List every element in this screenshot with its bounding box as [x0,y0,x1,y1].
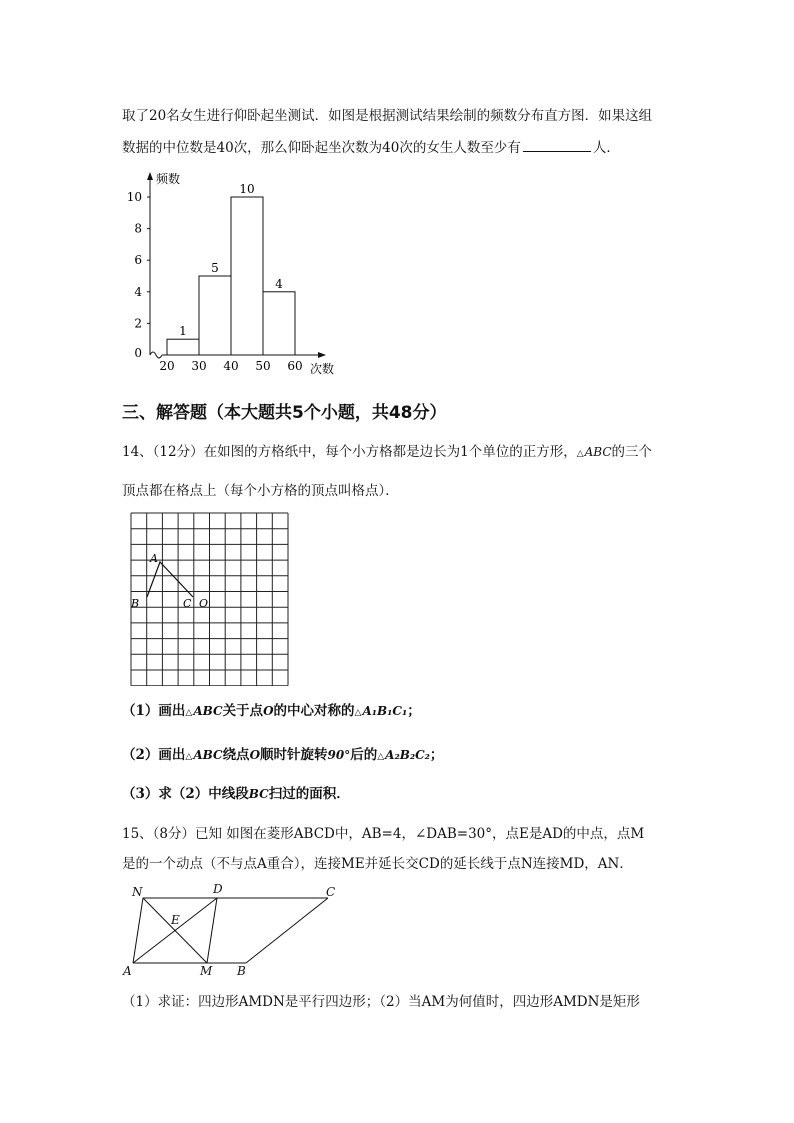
bar-value-label: 5 [211,261,219,275]
q14-line2: 顶点都在格点上（每个小方格的顶点叫格点）． [122,483,399,499]
q14-part2: （2）画出△ABC绕点O顺时针旋转90°后的△A₂B₂C₂； [122,747,444,763]
grid-label-c: C [183,597,192,610]
q14-part3: （3）求（2）中线段BC扫过的面积． [122,786,350,802]
bar-value-label: 4 [275,276,283,291]
line-dm [207,898,217,963]
y-tick-label-4: 4 [134,284,142,299]
x-tick-label-30: 30 [191,359,207,373]
line-an [133,898,143,963]
x-tick-label-50: 50 [255,359,271,373]
y-tick-label-0: 0 [134,346,142,360]
y-tick-label-2: 2 [134,316,142,331]
line-bc [246,898,328,963]
histogram-bar [231,197,263,355]
q14-line1: 14、（12分）在如图的方格纸中，每个小方格都是边长为1个单位的正方形，△ABC的三个 [122,444,653,460]
label-a: A [123,964,132,978]
q15-line3: （1）求证：四边形AMDN是平行四边形；（2）当AM为何值时，四边形AMDN是矩形 [122,994,640,1010]
grid-label-b: B [131,597,140,610]
label-n: N [132,885,143,899]
label-e: E [171,913,180,927]
q15-line2: 是的一个动点（不与点A重合），连接ME并延长交CD的延长线于点N连接MD，AN． [122,856,633,872]
grid-figure [128,510,294,686]
grid-lines [131,513,288,686]
rhombus-figure [118,880,348,980]
y-tick-label-10: 10 [126,190,142,204]
y-tick-label-6: 6 [134,253,142,268]
x-tick-label-20: 20 [159,359,175,373]
label-b: B [237,964,246,978]
triangle-abc: △ABC [576,445,612,459]
bar-value-label: 10 [239,182,255,196]
q15-line1: 15、（8分）已知 如图在菱形ABCD中，AB=4，∠DAB=30°，点E是AD的中点，点M [122,826,645,842]
section-heading: 三、解答题（本大题共5个小题，共48分） [122,403,447,423]
line-nm [143,898,207,963]
x-axis-label: 次数 [310,362,335,376]
x-axis-arrow [318,352,326,358]
y-tick-label-8: 8 [134,221,142,236]
bar-value-label: 1 [179,324,187,339]
histogram-bar [199,276,231,355]
y-axis-label: 频数 [156,172,181,186]
q13-line2: 数据的中位数是40次，那么仰卧起坐次数为40次的女生人数至少有 人． [122,140,620,156]
x-tick-label-60: 60 [287,359,303,373]
q13-line1: 取了20名女生进行仰卧起坐测试．如图是根据测试结果绘制的频数分布直方图．如果这组 [122,108,653,124]
histogram-bar [263,292,295,355]
grid-label-o: O [199,597,209,610]
histogram-bar [167,339,199,355]
x-axis-break [150,352,162,358]
answer-blank[interactable] [523,139,591,152]
grid-label-a: A [150,552,158,565]
label-c: C [326,885,336,899]
y-axis-arrow [147,172,153,180]
x-tick-label-40: 40 [223,359,239,373]
histogram-chart [110,168,350,383]
label-d: D [213,882,223,896]
label-m: M [200,964,213,978]
q14-part1: （1）画出△ABC关于点O的中心对称的△A₁B₁C₁； [122,703,421,719]
